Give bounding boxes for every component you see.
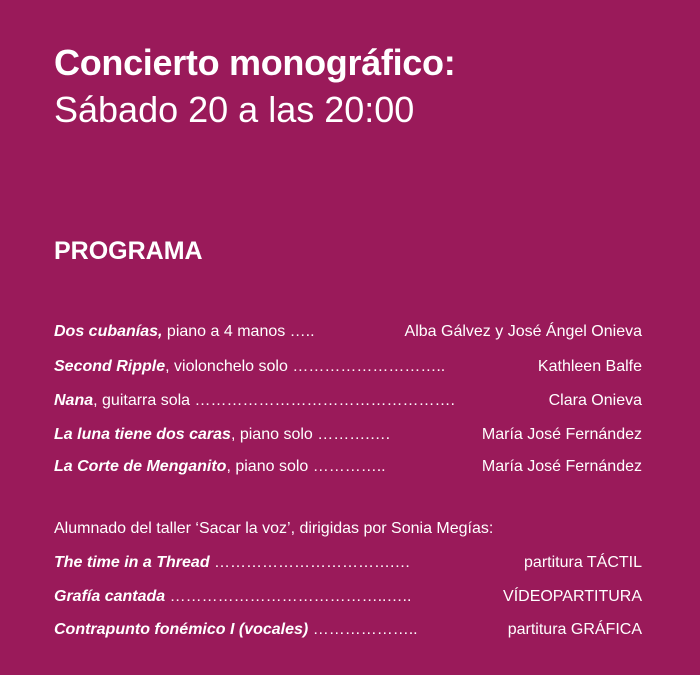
program-item — [54, 457, 642, 477]
program-item — [54, 357, 642, 377]
program-heading: PROGRAMA — [54, 237, 203, 265]
score-type: partitura TÁCTIL — [524, 554, 642, 571]
score-type: partitura GRÁFICA — [507, 621, 642, 638]
work-description: , piano solo ……….…. — [230, 426, 391, 443]
program-item — [54, 425, 642, 445]
workshop-item — [54, 553, 642, 573]
work-description: , piano solo ………….. — [226, 458, 386, 475]
program-item — [54, 322, 642, 342]
work-title: Grafía cantada — [54, 588, 166, 605]
performer: Alba Gálvez y José Ángel Onieva — [404, 323, 642, 340]
score-type: VÍDEOPARTITURA — [503, 588, 642, 605]
concert-title: Concierto monográfico: — [54, 42, 456, 83]
concert-date: Sábado 20 a las 20:00 — [54, 89, 415, 130]
work-description: , violonchelo solo ……………………….. — [165, 358, 446, 375]
performer: Clara Onieva — [548, 392, 642, 409]
work-title: Dos cubanías, — [54, 323, 163, 340]
workshop-item — [54, 620, 642, 640]
workshop-intro: Alumnado del taller ‘Sacar la voz’, dirigidas por Sonia Megías: — [54, 520, 494, 537]
work-title: Nana — [54, 392, 94, 409]
work-description: …………………………….… — [209, 554, 411, 571]
program-item — [54, 391, 642, 411]
work-description: …………………………………..….. — [165, 588, 412, 605]
workshop-item — [54, 587, 642, 607]
work-title: Contrapunto fonémico I (vocales) — [54, 621, 309, 638]
work-title: Second Ripple — [54, 358, 166, 375]
performer: María José Fernández — [481, 458, 642, 475]
work-description: ……………….. — [308, 621, 418, 638]
performer: Kathleen Balfe — [537, 358, 642, 375]
work-description: piano a 4 manos ….. — [162, 323, 315, 340]
work-description: , guitarra sola …………………………………………. — [93, 392, 455, 409]
work-title: The time in a Thread — [54, 554, 210, 571]
work-title: La Corte de Menganito — [54, 458, 227, 475]
work-title: La luna tiene dos caras — [54, 426, 231, 443]
performer: María José Fernández — [481, 426, 642, 443]
